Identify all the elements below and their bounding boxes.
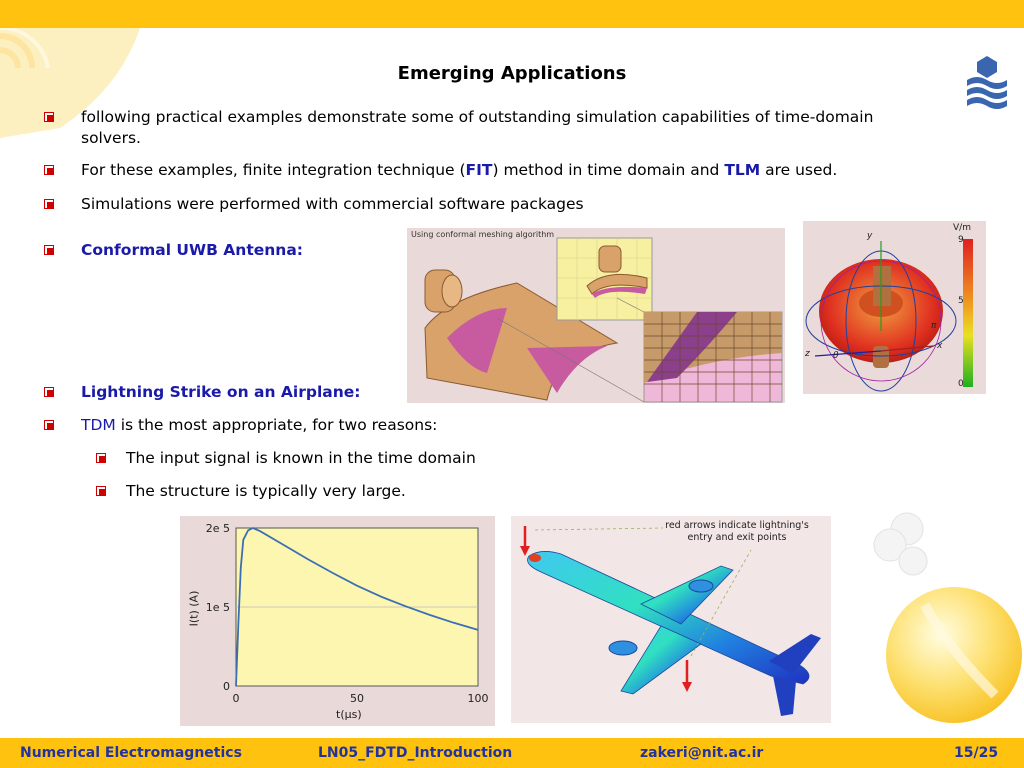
axis-label-y: y	[867, 231, 873, 241]
bullet-marker-icon	[44, 112, 54, 122]
radiation-pattern-figure	[803, 221, 986, 394]
heading-lightning-strike: Lightning Strike on an Airplane:	[81, 383, 361, 401]
airplane-lightning-figure	[511, 516, 831, 723]
heading-conformal-antenna: Conformal UWB Antenna:	[81, 241, 303, 259]
antenna-mesh-figure	[407, 228, 785, 403]
bullet-intro: following practical examples demonstrate some of outstanding simulation capabilities of time-domain solvers.	[81, 108, 874, 147]
scale-tick-mid: 5	[958, 296, 964, 306]
top-bar	[0, 0, 1024, 28]
axis-label-theta: θ	[833, 351, 839, 361]
chart-y-axis-label: I(t) (A)	[187, 590, 201, 627]
tlm-label: TLM	[724, 161, 761, 179]
footer-lecture: LN05_FDTD_Introduction	[318, 745, 513, 761]
bullet-marker-icon	[44, 245, 54, 255]
x-tick-label: 50	[350, 692, 364, 705]
current-waveform-chart	[180, 516, 495, 726]
reason-large-structure: The structure is typically very large.	[126, 482, 406, 500]
footer-bar	[0, 738, 1024, 768]
bullet-methods	[81, 160, 941, 181]
scale-tick-min: 0	[958, 379, 964, 389]
methods-text-post: are used.	[760, 161, 838, 179]
y-tick-label: 1e 5	[205, 601, 230, 614]
airplane-note: red arrows indicate lightning's entry and exit points	[665, 520, 809, 543]
bullet-marker-icon	[44, 199, 54, 209]
x-tick-label: 100	[467, 692, 489, 705]
bullet-tdm	[81, 415, 437, 436]
bullet-marker-icon	[96, 486, 106, 496]
decorative-bubbles	[865, 505, 1024, 735]
reason-time-domain: The input signal is known in the time domain	[126, 449, 476, 467]
methods-text-pre: For these examples, finite integration technique (	[81, 161, 466, 179]
y-tick-label: 0	[223, 680, 230, 693]
chart-x-axis-label: t(μs)	[336, 708, 362, 721]
bullet-marker-icon	[44, 420, 54, 430]
tdm-label: TDM	[81, 416, 116, 434]
tdm-text: is the most appropriate, for two reasons:	[115, 416, 438, 434]
y-tick-label: 2e 5	[205, 522, 230, 535]
bullet-marker-icon	[96, 453, 106, 463]
methods-text-mid: ) method in time domain and	[492, 161, 725, 179]
axis-label-x: x	[937, 341, 943, 351]
scale-tick-max: 9	[958, 235, 964, 245]
bullet-marker-icon	[44, 165, 54, 175]
axis-label-z: z	[805, 349, 810, 359]
antenna-figure-caption: Using conformal meshing algorithm	[411, 230, 555, 239]
bullet-software: Simulations were performed with commercial software packages	[81, 195, 584, 213]
slide-title: Emerging Applications	[397, 63, 627, 84]
chart-canvas	[180, 516, 495, 726]
axis-label-phi: π	[931, 321, 937, 331]
footer-page-number: 15/25	[954, 745, 999, 761]
scale-unit-label: V/m	[953, 223, 971, 233]
bullet-marker-icon	[44, 387, 54, 397]
footer-course: Numerical Electromagnetics	[20, 745, 242, 761]
x-tick-label: 0	[232, 692, 240, 705]
footer-email: zakeri@nit.ac.ir	[640, 745, 764, 761]
fit-label: FIT	[465, 161, 493, 179]
